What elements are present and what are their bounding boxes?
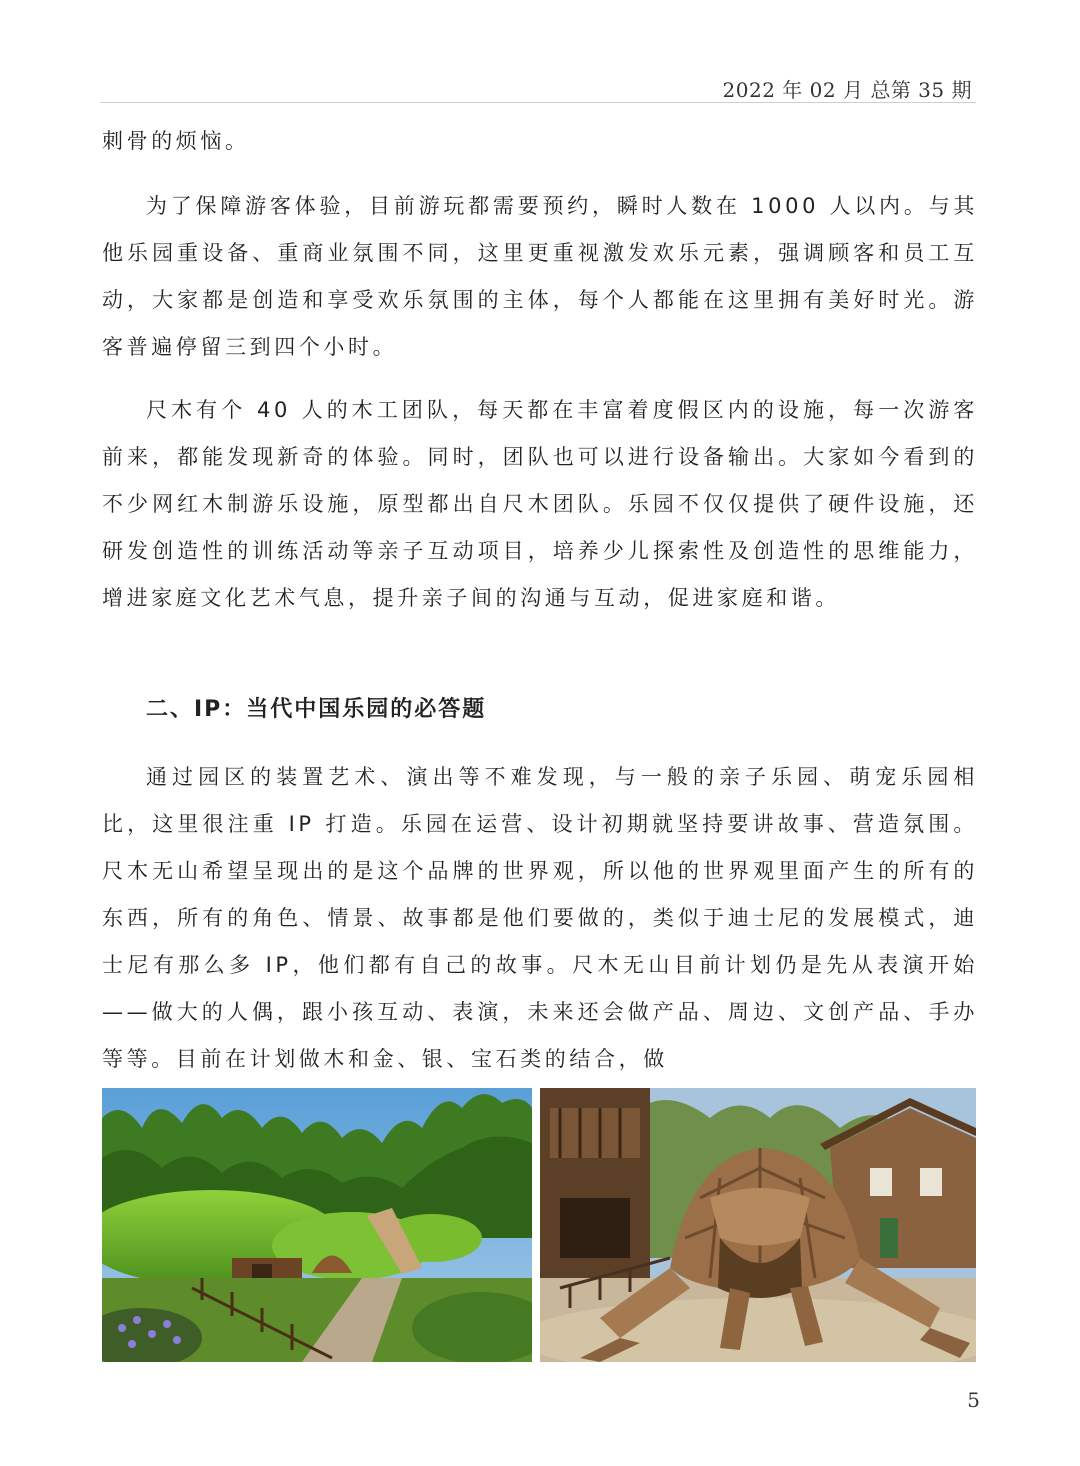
paragraph-visitor-experience: 为了保障游客体验，目前游玩都需要预约，瞬时人数在 1000 人以内。与其他乐园重设备、重商业氛围不同，这里更重视激发欢乐元素，强调顾客和员工互动，大家都是创造和享受欢乐氛围的主体，每个人都能在这里拥有美好时光。游客普遍停留三到四个小时。	[102, 194, 978, 359]
issue-info: 2022 年 02 月 总第 35 期	[722, 78, 972, 102]
page-number: 5	[967, 1388, 980, 1412]
paragraph-ip-strategy: 通过园区的装置艺术、演出等不难发现，与一般的亲子乐园、萌宠乐园相比，这里很注重 IP 打造。乐园在运营、设计初期就坚持要讲故事、营造氛围。尺木无山希望呈现出的是这个品牌的世界观，所以他的世界观里面产生的所有的东西，所有的角色、情景、故事都是他们要做的，类似于迪士尼的发展模式，迪士尼有那么多 IP，他们都有自己的故事。尺木无山目前计划仍是先从表演开始——做大的人偶，跟小孩互动、表演，未来还会做产品、周边、文创产品、手办等等。目前在计划做木和金、银、宝石类的结合，做	[102, 765, 978, 1071]
photo-green-hill-houses	[102, 1088, 532, 1362]
paragraph-carpentry-team: 尺木有个 40 人的木工团队，每天都在丰富着度假区内的设施，每一次游客前来，都能发现新奇的体验。同时，团队也可以进行设备输出。大家如今看到的不少网红木制游乐设施，原型都出自尺木团队。乐园不仅仅提供了硬件设施，还研发创造性的训练活动等亲子互动项目，培养少儿探索性及创造性的思维能力，增进家庭文化艺术气息，提升亲子间的沟通与互动，促进家庭和谐。	[102, 398, 978, 610]
page-header	[100, 72, 976, 103]
section-heading: 二、IP：当代中国乐园的必答题	[146, 697, 487, 722]
photo-wooden-turtle-sculpture	[540, 1088, 976, 1362]
paragraph-continuation: 刺骨的烦恼。	[102, 129, 250, 153]
